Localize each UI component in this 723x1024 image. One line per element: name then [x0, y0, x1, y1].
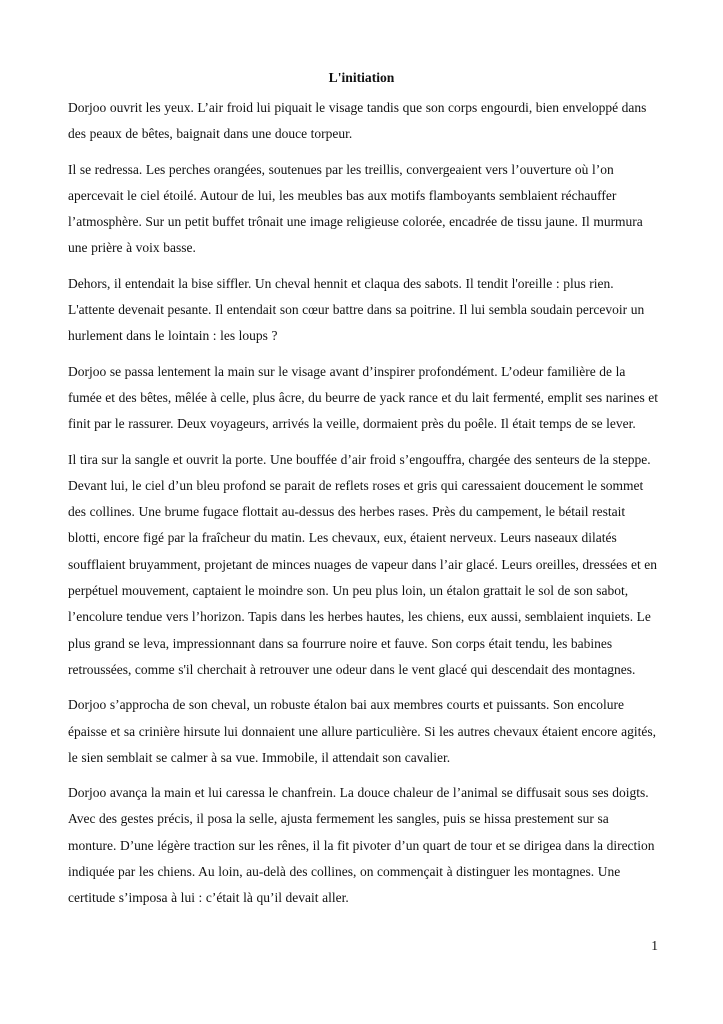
paragraph-2: Il se redressa. Les perches orangées, soutenues par les treillis, convergeaient vers l’ouverture où l’on apercevait le ciel étoilé. Autour de lui, les meubles bas aux motifs flamboyants semblaient réchauffer l’atmosphère. Sur un petit buffet trônait une image religieuse colorée, encadrée de tissu jaune. Il murmura une prière à voix basse. — [68, 161, 643, 256]
document-title: L'initiation — [328, 70, 395, 85]
paragraph-7: Dorjoo avança la main et lui caressa le chanfrein. La douce chaleur de l’animal se diffusait sous ses doigts. Avec des gestes précis, il posa la selle, ajusta fermement les sangles, puis se hissa prestement sur sa monture. D’une légère traction sur les rênes, il la fit pivoter d’un quart de tour et se dirigea dans la direction indiquée par les chiens. Au loin, au-delà des collines, on commençait à distinguer les montagnes. Une certitude s’imposa à lui : c’était là qu’il devait aller. — [68, 785, 655, 906]
paragraph-3: Dehors, il entendait la bise siffler. Un cheval hennit et claqua des sabots. Il tendit l'oreille : plus rien. L'attente devenait pesante. Il entendait son cœur battre dans sa poitrine. Il lui sembla soudain percevoir un hurlement dans le lointain : les loups ? — [68, 275, 645, 344]
paragraph-5: Il tira sur la sangle et ouvrit la porte. Une bouffée d’air froid s’engouffra, chargée des senteurs de la steppe. Devant lui, le ciel d’un bleu profond se parait de reflets roses et gris qui caressaient doucement le sommet des collines. Une brume fugace flottait au-dessus des herbes rases. Près du campement, le bétail restait blotti, encore figé par la fraîcheur du matin. Les chevaux, eux, étaient nerveux. Leurs naseaux dilatés soufflaient bruyamment, projetant de minces nuages de vapeur dans l’air glacé. Leurs oreilles, dressées et en perpétuel mouvement, captaient le moindre son. Un peu plus loin, un étalon grattait le sol de son sabot, l’encolure tendue vers l’horizon. Tapis dans les herbes hautes, les chiens, eux aussi, semblaient inquiets. Le plus grand se leva, impressionnant dans sa fourrure noire et fauve. Son corps était tendu, les babines retroussées, comme s'il cherchait à retrouver une odeur dans le vent glacé qui descendait des montagnes. — [68, 451, 658, 677]
paragraph-4: Dorjoo se passa lentement la main sur le visage avant d’inspirer profondément. L’odeur familière de la fumée et des bêtes, mêlée à celle, plus âcre, du beurre de yack rance et du lait fermenté, emplit ses narines et finit par le rassurer. Deux voyageurs, arrivés la veille, dormaient près du poêle. Il était temps de se lever. — [68, 363, 659, 432]
paragraph-1: Dorjoo ouvrit les yeux. L’air froid lui piquait le visage tandis que son corps engourdi, bien enveloppé dans des peaux de bêtes, baignait dans une douce torpeur. — [68, 100, 647, 142]
document-body — [68, 95, 660, 921]
paragraph-6: Dorjoo s’approcha de son cheval, un robuste étalon bai aux membres courts et puissants. Son encolure épaisse et sa crinière hirsute lui donnaient une allure particulière. Si les autres chevaux étaient encore agités, le sien semblait se calmer à sa vue. Immobile, il attendait son cavalier. — [68, 697, 656, 765]
page-number: 1 — [651, 938, 658, 953]
